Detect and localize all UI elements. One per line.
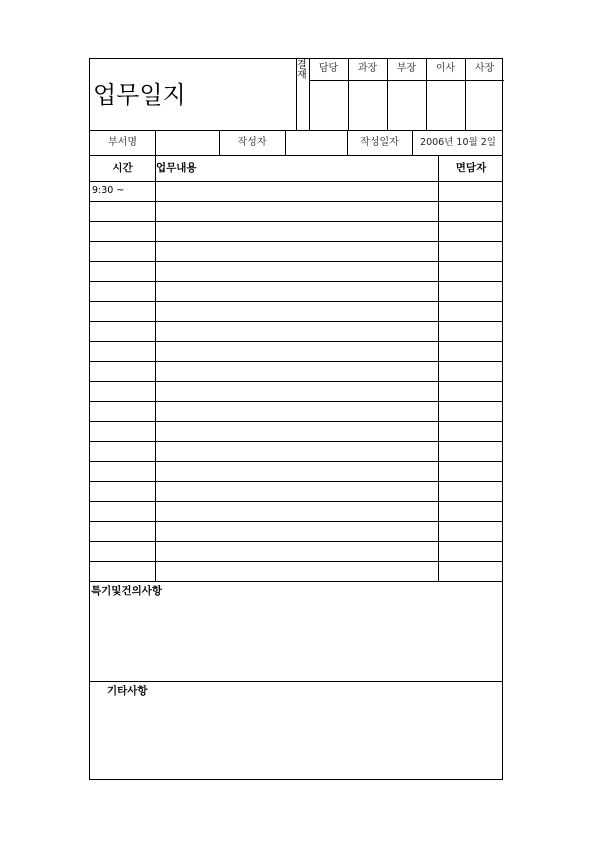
interviewer-cell[interactable] <box>440 386 502 397</box>
content-cell[interactable] <box>157 266 437 277</box>
interviewer-cell[interactable] <box>440 426 502 437</box>
interviewer-cell[interactable] <box>440 186 502 197</box>
interviewer-cell[interactable] <box>440 466 502 477</box>
table-row <box>90 221 502 241</box>
date-value[interactable]: 2006년 10월 2일 <box>420 137 496 148</box>
approval-role-label: 사장 <box>474 63 495 74</box>
content-cell[interactable] <box>157 546 437 557</box>
interviewer-cell[interactable] <box>440 206 502 217</box>
table-row <box>90 281 502 301</box>
time-cell[interactable] <box>92 466 155 477</box>
time-cell[interactable] <box>92 566 155 577</box>
content-cell[interactable] <box>157 246 437 257</box>
time-cell[interactable] <box>92 386 155 397</box>
time-cell[interactable] <box>92 326 155 337</box>
time-cell[interactable] <box>92 406 155 417</box>
interviewer-cell[interactable] <box>440 286 502 297</box>
approval-role-label: 담당 <box>318 63 339 74</box>
content-cell[interactable] <box>157 486 437 497</box>
special-notes-label: 특기및건의사항 <box>91 585 163 597</box>
content-cell[interactable] <box>157 346 437 357</box>
interviewer-cell[interactable] <box>440 506 502 517</box>
content-cell[interactable] <box>157 526 437 537</box>
interviewer-cell[interactable] <box>440 226 502 237</box>
interviewer-cell[interactable] <box>440 486 502 497</box>
time-cell[interactable] <box>92 446 155 457</box>
interviewer-cell[interactable] <box>440 566 502 577</box>
content-cell[interactable] <box>157 366 437 377</box>
time-cell[interactable] <box>92 346 155 357</box>
other-notes-label: 기타사항 <box>107 685 148 697</box>
content-cell[interactable] <box>157 566 437 577</box>
content-cell[interactable] <box>157 286 437 297</box>
time-cell[interactable] <box>92 206 155 217</box>
time-cell[interactable] <box>92 246 155 257</box>
content-cell[interactable] <box>157 386 437 397</box>
time-cell[interactable] <box>92 526 155 537</box>
interviewer-cell[interactable] <box>440 526 502 537</box>
table-row <box>90 381 502 401</box>
interviewer-cell[interactable] <box>440 546 502 557</box>
page-title: 업무일지 <box>93 81 186 109</box>
approval-role-label: 과장 <box>357 63 378 74</box>
interviewer-header: 면담자 <box>455 162 487 174</box>
date-label: 작성일자 <box>360 137 399 148</box>
time-cell[interactable] <box>92 366 155 377</box>
time-header: 시간 <box>112 162 133 174</box>
content-cell[interactable] <box>157 226 437 237</box>
interviewer-cell[interactable] <box>440 306 502 317</box>
approval-signature-box[interactable] <box>426 81 465 130</box>
content-cell[interactable] <box>157 326 437 337</box>
interviewer-cell[interactable] <box>440 366 502 377</box>
content-cell[interactable] <box>157 406 437 417</box>
table-row <box>90 501 502 521</box>
time-cell[interactable]: 9:30 ~ <box>92 185 125 196</box>
approval-signature-box[interactable] <box>348 81 387 130</box>
approval-signature-box[interactable] <box>465 81 504 130</box>
content-cell[interactable] <box>157 426 437 437</box>
interviewer-cell[interactable] <box>440 446 502 457</box>
table-row <box>90 341 502 361</box>
table-row <box>90 321 502 341</box>
writer-label: 작성자 <box>237 137 267 148</box>
special-notes-area[interactable] <box>90 599 502 679</box>
table-row <box>90 541 502 561</box>
interviewer-cell[interactable] <box>440 266 502 277</box>
content-cell[interactable] <box>157 206 437 217</box>
other-notes-area[interactable] <box>90 699 502 779</box>
time-cell[interactable] <box>92 226 155 237</box>
dept-value[interactable] <box>156 138 219 148</box>
content-cell[interactable] <box>157 506 437 517</box>
table-row <box>90 361 502 381</box>
time-cell[interactable] <box>92 546 155 557</box>
approval-label: 결재 <box>297 60 307 81</box>
table-row <box>90 441 502 461</box>
approval-role-label: 이사 <box>435 63 456 74</box>
interviewer-cell[interactable] <box>440 326 502 337</box>
table-row <box>90 301 502 321</box>
approval-role-label: 부장 <box>396 63 417 74</box>
content-cell[interactable] <box>157 306 437 317</box>
table-row <box>90 401 502 421</box>
table-row <box>90 521 502 541</box>
interviewer-cell[interactable] <box>440 246 502 257</box>
content-cell[interactable] <box>157 186 437 197</box>
content-header: 업무내용 <box>156 162 197 174</box>
table-row <box>90 181 502 201</box>
table-row <box>90 201 502 221</box>
interviewer-cell[interactable] <box>440 346 502 357</box>
time-cell[interactable] <box>92 306 155 317</box>
dept-label: 부서명 <box>108 137 137 148</box>
time-cell[interactable] <box>92 506 155 517</box>
content-cell[interactable] <box>157 466 437 477</box>
approval-signature-box[interactable] <box>387 81 426 130</box>
approval-signature-box[interactable] <box>309 81 348 130</box>
time-cell[interactable] <box>92 426 155 437</box>
table-row <box>90 481 502 501</box>
content-cell[interactable] <box>157 446 437 457</box>
table-row <box>90 421 502 441</box>
interviewer-cell[interactable] <box>440 406 502 417</box>
time-cell[interactable] <box>92 286 155 297</box>
work-log-form <box>89 58 503 780</box>
time-cell[interactable] <box>92 486 155 497</box>
table-row <box>90 241 502 261</box>
table-row <box>90 561 502 581</box>
writer-value[interactable] <box>286 138 347 148</box>
table-row <box>90 461 502 481</box>
table-row <box>90 261 502 281</box>
time-cell[interactable] <box>92 266 155 277</box>
